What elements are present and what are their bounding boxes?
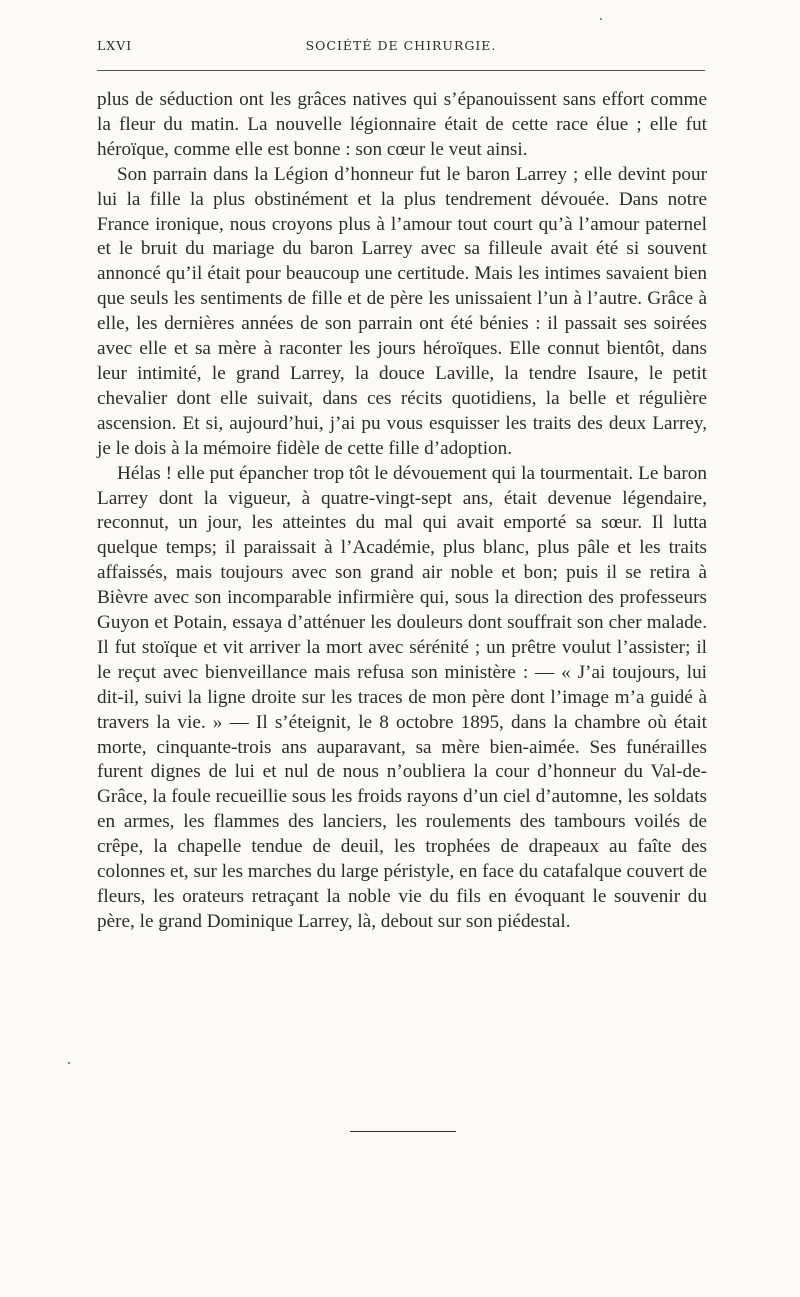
paragraph-continued: plus de séduction ont les grâces natives qui s’épanouissent sans effort comme la fleur du matin. La nouvelle légionnaire était de cette race élue ; elle fut héroïque, comme elle est bonne : son cœur le veut ainsi.: [97, 89, 707, 160]
page-header: [97, 38, 705, 58]
print-speck: [600, 18, 602, 20]
header-rule: [97, 70, 705, 71]
running-title: SOCIÉTÉ DE CHIRURGIE.: [305, 38, 497, 53]
print-speck: [68, 1062, 70, 1064]
paragraph-parrain: Son parrain dans la Légion d’honneur fut le baron Larrey ; elle devint pour lui la fille la plus obstinément et la plus tendrement dévouée. Dans notre France ironique, nous croyons plus à l’amour tout court qu’à l’amour paternel et le bruit du mariage du baron Larrey avec sa filleule avait été si souvent annoncé qu’il était pour beaucoup une certitude. Mais les intimes savaient bien que seuls les sentiments de fille et de père les unissaient l’un à l’autre. Grâce à elle, les dernières années de son parrain ont été bénies : il passait ses soirées avec elle et sa mère à raconter les jours héroïques. Elle connut bientôt, dans leur intimité, le grand Larrey, la douce Laville, la tendre Isaure, le petit chevalier dont elle suivait, dans ces récits quotidiens, la belle et régulière ascension. Et si, aujourd’hui, j’ai pu vous esquisser les traits des deux Larrey, je le dois à la mémoire fidèle de cette fille d’adoption.: [97, 163, 707, 459]
page-number: LXVI: [97, 38, 133, 53]
body-text: [97, 88, 707, 935]
closing-rule: [350, 1131, 456, 1132]
paragraph-helas: Hélas ! elle put épancher trop tôt le dévouement qui la tourmentait. Le baron Larrey dont la vigueur, à quatre-vingt-sept ans, était devenue légendaire, reconnut, un jour, les atteintes du mal qui avait emporté sa sœur. Il lutta quelque temps; il paraissait à l’Académie, plus blanc, plus pâle et les traits affaissés, mais toujours avec son grand air noble et bon; puis il se retira à Bièvre avec son incomparable infirmière qui, sous la direction des professeurs Guyon et Potain, essaya d’atténuer les douleurs dont souffrait son cher malade. Il fut stoïque et vit arriver la mort avec sérénité ; un prêtre voulut l’assister; il le reçut avec bienveillance mais refusa son ministère : — « J’ai toujours, lui dit-il, suivi la ligne droite sur les traces de mon père dont l’image m’a guidé à travers la vie. » — Il s’éteignit, le 8 octobre 1895, dans la chambre où était morte, cinquante-trois ans auparavant, sa mère bien-aimée. Ses funérailles furent dignes de lui et nul de nous n’oubliera la cour d’honneur du Val-de-Grâce, la foule recueillie sous les froids rayons d’un ciel d’automne, les soldats en armes, les flammes des lanciers, les roulements des tambours voilés de crêpe, la chapelle tendue de deuil, les trophées de drapeaux au faîte des colonnes et, sur les marches du large péristyle, en face du catafalque couvert de fleurs, les orateurs retraçant la noble vie du fils en évoquant le souvenir du père, le grand Dominique Larrey, là, debout sur son piédestal.: [97, 462, 707, 932]
